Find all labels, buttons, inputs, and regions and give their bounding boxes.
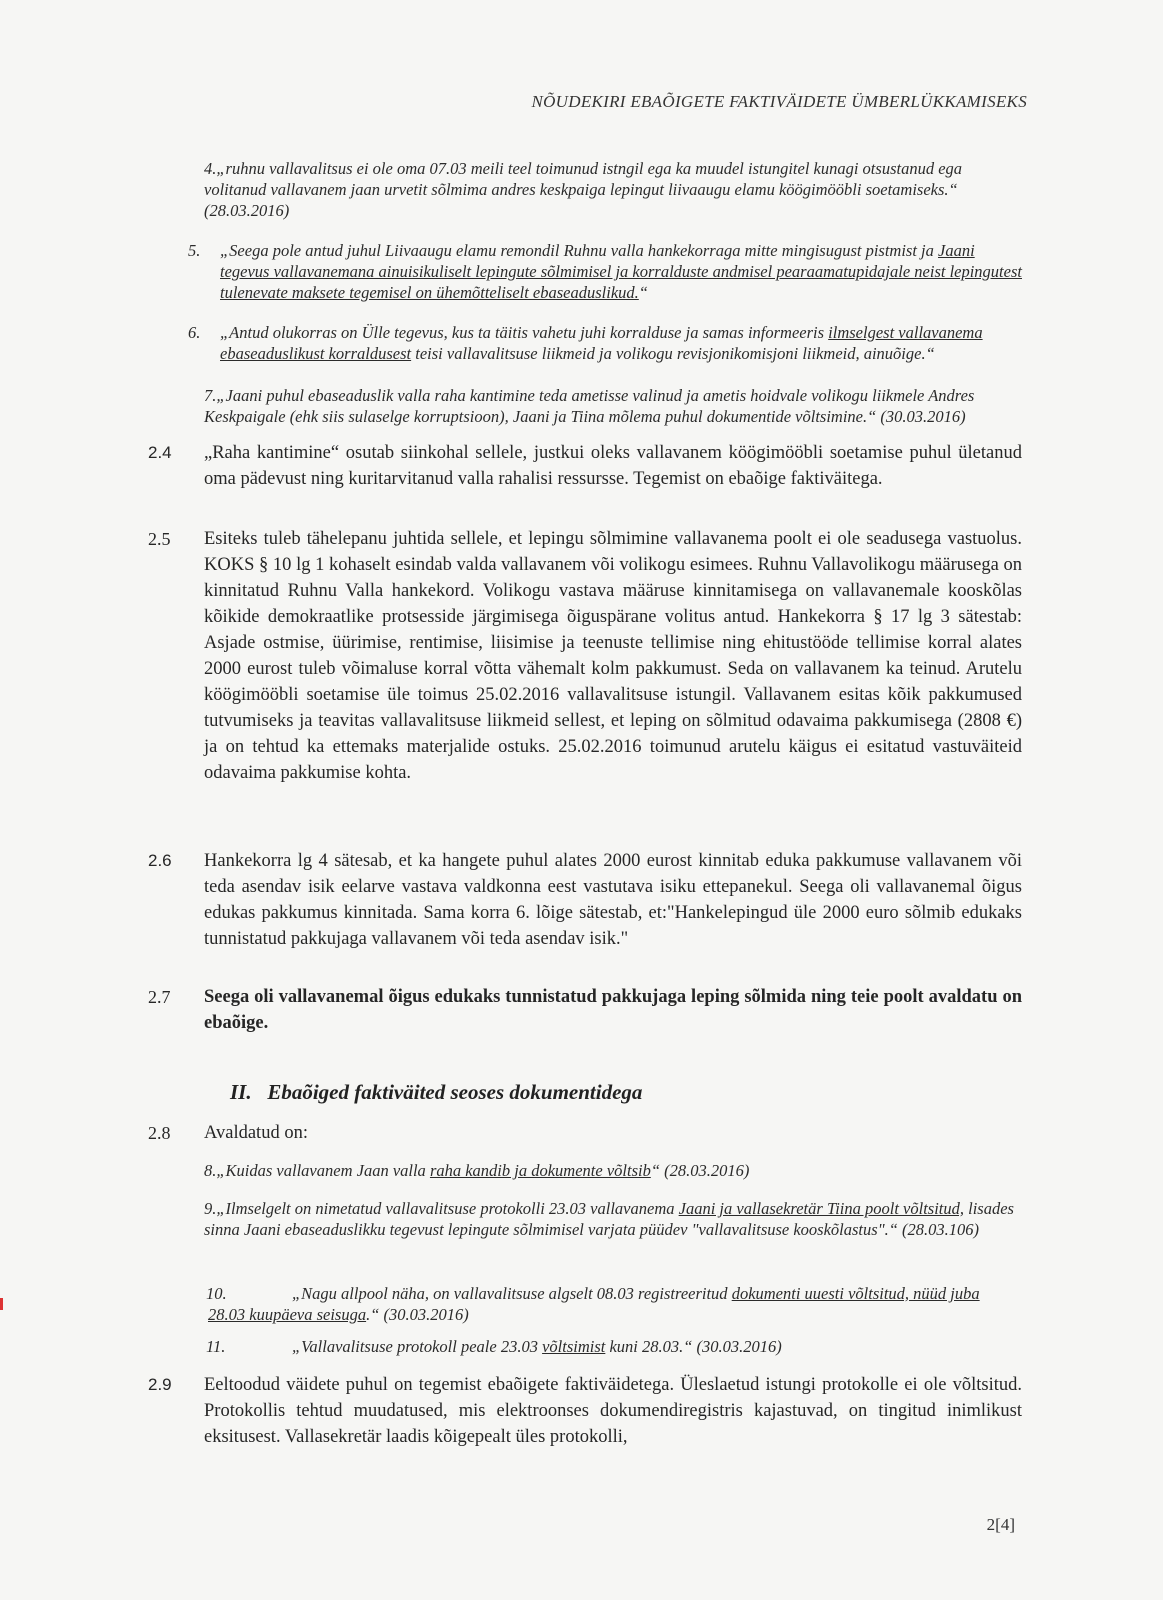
- paragraph-number: 2.6: [148, 851, 172, 870]
- quote-number: 7.: [204, 386, 217, 405]
- quote-9: [204, 1198, 1022, 1240]
- quote-number: 10.: [206, 1284, 227, 1303]
- paragraph-text: Hankekorra lg 4 sätesab, et ka hangete puhul alates 2000 eurost kinnitab eduka pakkumuse vallavanem või teda asendav isik eelarve vastava valdkonna eest vastutava isiku ettepanekul. Seega oli vallavanemal õigus edukas pakkumus kinnitada. Sama korra 6. lõige sätestab, et:"Hankelepingud üle 2000 euro sõlmib edukaks tunnistatud pakkujaga vallavanem või teda asendav isik.": [204, 851, 1022, 949]
- paragraph-text: Avaldatud on:: [204, 1123, 308, 1143]
- quote-text: [220, 240, 1025, 303]
- quote-tail: .“ (30.03.2016): [366, 1305, 469, 1324]
- paragraph-text: Seega oli vallavanemal õigus edukaks tunnistatud pakkujaga leping sõlmida ning teie poolt avaldatu on ebaõige.: [204, 987, 1022, 1033]
- quote-7: [204, 385, 1024, 427]
- quote-tail: teisi vallavalitsuse liikmeid ja volikogu revisjonikomisjoni liikmeid, ainuõige.“: [411, 344, 935, 363]
- quote-number: 6.: [188, 323, 201, 342]
- quote-number: 5.: [188, 241, 201, 260]
- quote-underlined: Jaani tegevus vallavanemana ainuisikuliselt lepingute sõlmimisel ja korralduste andmisel pearaamatupidajale neist lepingutest tulenevate maksete tegemisel on ühemõtteliselt ebaseaduslikud.: [220, 241, 1022, 302]
- scan-mark: [0, 1298, 3, 1310]
- quote-lead: „Vallavalitsuse protokoll peale 23.03: [292, 1337, 543, 1356]
- paragraph-2-4: [148, 440, 1022, 520]
- paragraph-text: Eeltoodud väidete puhul on tegemist ebaõigete faktiväidetega. Üleslaetud istungi protokolle ei ole võltsitud. Protokollis tehtud muudatused, mis elektroonses dokumendiregistris kajastuvad, on tingitud inimlikust eksitusest. Vallasekretär laadis kõigepealt üles protokolli,: [204, 1375, 1022, 1447]
- quote-lead: „Seega pole antud juhul Liivaaugu elamu remondil Ruhnu valla hankekorraga mitte mingisugust pistmist ja: [220, 241, 939, 260]
- paragraph-number: 2.4: [148, 443, 172, 462]
- quote-underlined: dokumenti uuesti võltsitud, nüüd juba 28.03 kuupäeva seisuga: [208, 1284, 980, 1324]
- quote-text: [220, 322, 1025, 364]
- paragraph-text: Esiteks tuleb tähelepanu juhtida sellele, et lepingu sõlmimine vallavanema poolt ei ole seadusega vastuolus. KOKS § 10 lg 1 kohaselt esindab valda vallavanem või volikogu esimees. Ruhnu Vallavolikogu määrusega on kinnitatud Ruhnu Valla hankekord. Volikogu vastava määruse kinnitamisega on vallavanemale kooskõlas kõikide demokraatlike protsesside järgimisega õiguspärane volitus antud. Hankekorra § 17 lg 3 sätestab: Asjade ostmise, üürimise, rentimise, liisimise ja teenuste tellimise ning ehitustööde tellimise korral alates 2000 eurost tuleb võimaluse korral võtta vähemalt kolm pakkumust. Seda on vallavanem ka teinud. Arutelu köögimööbli soetamise üle toimus 25.02.2016 vallavalitsuse istungil. Vallavanem esitas kõik pakkumused tutvumiseks ja teavitas vallavalitsuse liikmeid sellest, et leping on sõlmitud odavaima pakkumisega (2808 €) ja on tehtud ka ettemaks materjalide ostuks. 25.02.2016 toimunud arutelu käigus ei esitatud vastuväiteid odavaima pakkumise kohta.: [204, 529, 1022, 783]
- quote-8: [204, 1160, 1004, 1181]
- paragraph-2-6: [148, 848, 1022, 958]
- quote-tail: “: [638, 283, 648, 302]
- quote-underlined: ilmselgest vallavanema ebaseaduslikust korraldusest: [220, 323, 983, 363]
- paragraph-2-5: [148, 526, 1022, 836]
- page-header: NÕUDEKIRI EBAÕIGETE FAKTIVÄIDETE ÜMBERLÜKKAMISEKS: [531, 92, 1027, 111]
- quote-tail: lisades sinna Jaani ebaseaduslikku tegevust lepingute sõlmimisel varjata püüdev "vallavalitsuse kooskõlastus".“ (28.03.106): [204, 1199, 1014, 1239]
- quote-4: [204, 158, 1004, 221]
- quote-text: [292, 1336, 1012, 1357]
- quote-number: 9.: [204, 1199, 217, 1218]
- paragraph-number: 2.9: [148, 1375, 172, 1394]
- paragraph-2-7: [148, 984, 1022, 1044]
- paragraph-number: 2.8: [148, 1123, 171, 1143]
- quote-underlined: Jaani ja vallasekretär Tiina poolt võltsitud,: [678, 1199, 964, 1218]
- quote-lead: „Antud olukorras on Ülle tegevus, kus ta täitis vahetu juhi korralduse ja samas informeeris: [220, 323, 829, 342]
- paragraph-number: 2.7: [148, 987, 171, 1007]
- paragraph-text: „Raha kantimine“ osutab siinkohal sellele, justkui oleks vallavanem köögimööbli soetamise puhul ületanud oma pädevust ning kuritarvitanud valla rahalisi ressursse. Tegemist on ebaõige faktiväitega.: [204, 443, 1022, 489]
- quote-text: „Jaani puhul ebaseaduslik valla raha kantimine teda ametisse valinud ja ametis hoidvale volikogu liikmele Andres Keskpaigale (ehk siis sulaselge korruptsioon), Jaani ja Tiina mõlema puhul dokumentide võltsimine.“ (30.03.2016): [204, 386, 975, 426]
- quote-text: „ruhnu vallavalitsus ei ole oma 07.03 meili teel toimunud istngil ega ka muudel istungitel kunagi otsustanud ega volitanud vallavanem jaan urvetit sõlmima andres keskpaiga lepingut liivaaugu elamu köögimööbli soetamiseks.“ (28.03.2016): [204, 159, 963, 220]
- paragraph-2-8: [148, 1120, 1018, 1150]
- paragraph-number: 2.5: [148, 529, 171, 549]
- quote-underlined: võltsimist: [542, 1337, 606, 1356]
- quote-lead: „Ilmselgelt on nimetatud vallavalitsuse protokolli 23.03 vallavanema: [216, 1199, 679, 1218]
- quote-tail: “ (28.03.2016): [650, 1161, 750, 1180]
- quote-text: [208, 1283, 1020, 1325]
- section-title: II. Ebaõiged faktiväited seoses dokumentidega: [230, 1080, 643, 1104]
- quote-number: 4.: [204, 159, 217, 178]
- quote-number: 11.: [206, 1337, 226, 1356]
- paragraph-2-9: [148, 1372, 1022, 1462]
- quote-lead: „Nagu allpool näha, on vallavalitsuse algselt 08.03 registreeritud: [292, 1284, 732, 1303]
- quote-lead: „Kuidas vallavanem Jaan valla: [216, 1161, 430, 1180]
- quote-tail: kuni 28.03.“ (30.03.2016): [605, 1337, 782, 1356]
- quote-number: 8.: [204, 1161, 217, 1180]
- page-number: 2[4]: [986, 1515, 1015, 1534]
- quote-underlined: raha kandib ja dokumente võltsib: [429, 1161, 651, 1180]
